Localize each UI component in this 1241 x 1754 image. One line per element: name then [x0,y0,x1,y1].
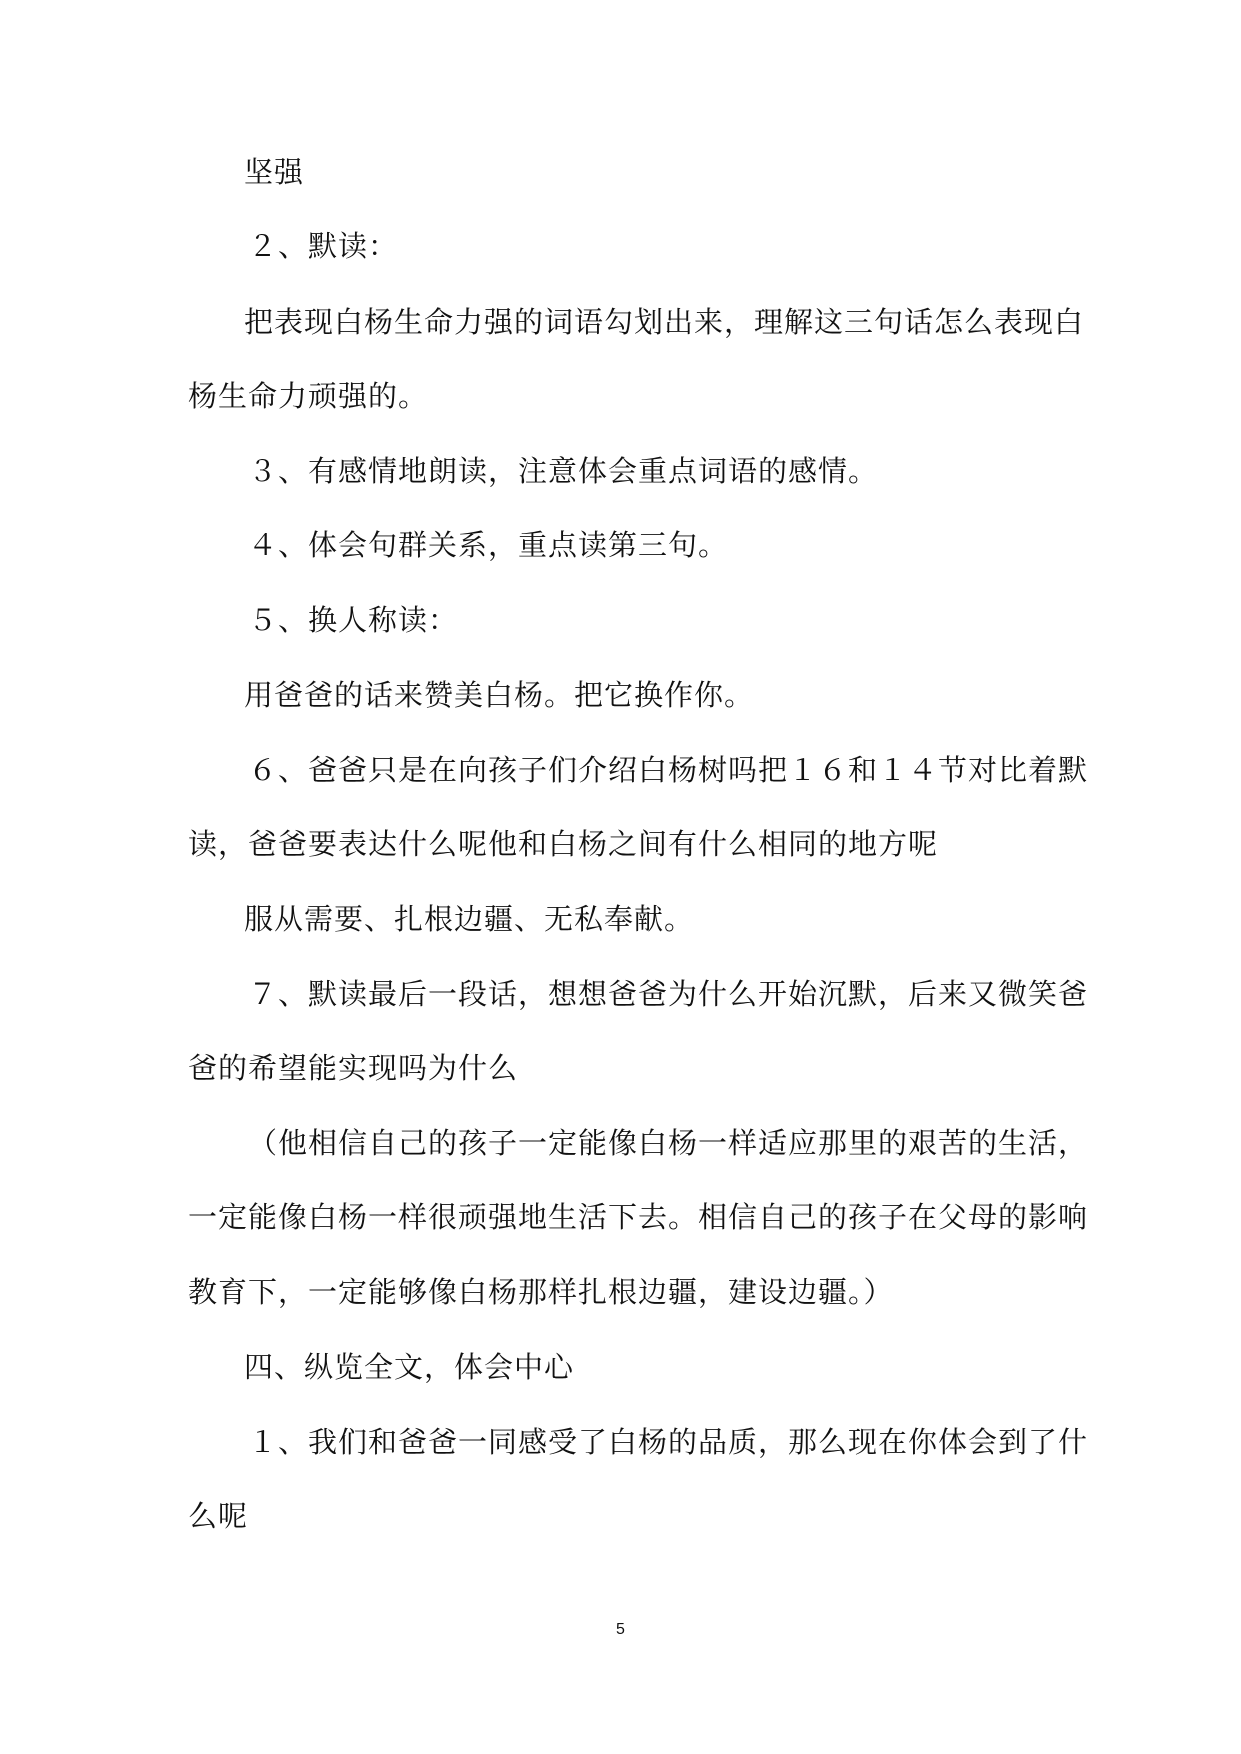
text-line-1: 坚强 [244,155,305,189]
text-line-7: ５、换人称读： [248,603,459,637]
text-line-11: 服从需要、扎根边疆、无私奉献。 [244,902,695,936]
text-line-10: 读，爸爸要表达什么呢他和白杨之间有什么相同的地方呢 [188,827,939,861]
text-line-8: 用爸爸的话来赞美白杨。把它换作你。 [244,678,755,712]
text-line-16: 教育下，一定能够像白杨那样扎根边疆，建设边疆。） [188,1275,894,1309]
page-number: 5 [616,1621,625,1638]
text-line-6: ４、体会句群关系，重点读第三句。 [248,528,729,562]
text-line-3: 把表现白杨生命力强的词语勾划出来，理解这三句话怎么表现白 [244,305,1085,339]
text-line-2: ２、默读： [248,229,399,263]
text-line-5: ３、有感情地朗读，注意体会重点词语的感情。 [248,454,879,488]
text-line-4: 杨生命力顽强的。 [188,379,429,413]
text-line-13: 爸的希望能实现吗为什么 [188,1051,519,1085]
text-line-9: ６、爸爸只是在向孩子们介绍白杨树吗把１６和１４节对比着默 [248,753,1089,787]
text-line-14: （他相信自己的孩子一定能像白杨一样适应那里的艰苦的生活， [248,1126,1089,1160]
text-line-18: １、我们和爸爸一同感受了白杨的品质，那么现在你体会到了什 [248,1425,1089,1459]
text-line-12: ７、默读最后一段话，想想爸爸为什么开始沉默，后来又微笑爸 [248,977,1089,1011]
text-line-19: 么呢 [188,1499,249,1533]
text-line-17: 四、纵览全文，体会中心 [244,1350,575,1384]
text-line-15: 一定能像白杨一样很顽强地生活下去。相信自己的孩子在父母的影响 [188,1200,1089,1234]
